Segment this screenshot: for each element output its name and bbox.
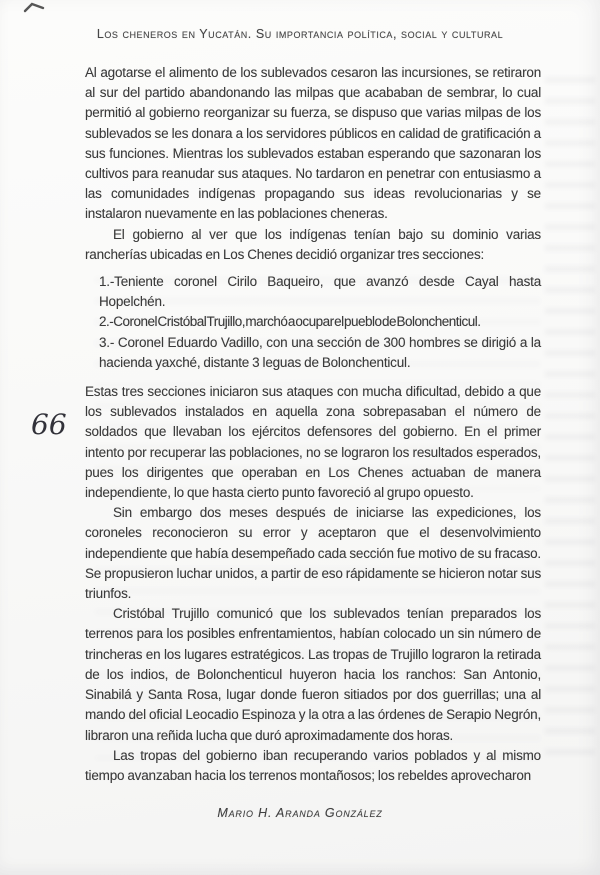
list-item-3: 3.- Coronel Eduardo Vadillo, con una sección de 300 hombres se dirigió a la hacienda yaxché, distante 3 leguas de Bolonchenticul. xyxy=(99,334,541,370)
body-text xyxy=(85,63,541,786)
paragraph-4: Sin embargo dos meses después de iniciarse las expediciones, los coroneles reconocieron su error y aceptaron que el desenvolvimiento independiente que había desempeñado cada sección fue motivo de su fracaso. Se propusieron luchar unidos, a partir de eso rápidamente se hicieron notar sus triunfos. xyxy=(85,505,541,602)
page-bleedthrough xyxy=(545,70,595,770)
paragraph-1: Al agotarse el alimento de los sublevados cesaron las incursiones, se retiraron al sur del partido abandonando las milpas que acababan de sembrar, lo cual permitió al gobierno reorganizar su fuerza, se dispuso que varias milpas de los sublevados se les donara a los servidores públicos en calidad de gratificación a sus funciones. Mientras los sublevados estaban esperando que sazonaran los cultivos para reanudar sus ataques. No tardaron en penetrar con entusiasmo a las comunidades indígenas propagando sus ideas revolucionarias y se instalaron nuevamente en las poblaciones cheneras. xyxy=(85,65,541,222)
scan-artifact-mark xyxy=(23,1,45,19)
page-number: 66 xyxy=(31,408,67,441)
numbered-list xyxy=(99,272,541,373)
list-item-1: 1.-Teniente coronel Cirilo Baqueiro, que avanzó desde Cayal hasta Hopelchén. xyxy=(99,274,541,310)
list-item-2: 2.-Coronel Cristóbal Trujillo, marchó a ocupar el pueblo de Bolonchenticul. xyxy=(99,314,481,330)
paragraph-2: El gobierno al ver que los indígenas tenían bajo su dominio varias rancherías ubicadas en Los Chenes decidió organizar tres secciones: xyxy=(85,226,541,262)
paragraph-3: Estas tres secciones iniciaron sus ataques con mucha dificultad, debido a que los sublevados instalados en aquella zona sobrepasaban el número de soldados que llevaban los ejércitos defensores del gobierno. En el primer intento por recuperar las poblaciones, no se lograron los resultados esperados, pues los dirigentes que operaban en Los Chenes actuaban de manera independiente, lo que hasta cierto punto favoreció al grupo opuesto. xyxy=(85,384,541,501)
paragraph-5: Cristóbal Trujillo comunicó que los sublevados tenían preparados los terrenos para los posibles enfrentamientos, habían colocado un sin número de trincheras en los lugares estratégicos. Las tropas de Trujillo lograron la retirada de los indios, de Bolonchenticul huyeron hacia los ranchos: San Antonio, Sinabilá y Santa Rosa, lugar donde fueron sitiados por dos guerrillas; una al mando del oficial Leocadio Espinoza y la otra a las órdenes de Serapio Negrón, libraron una reñida lucha que duró aproximadamente dos horas. xyxy=(85,606,541,743)
running-footer: Mario H. Aranda González xyxy=(217,806,383,820)
running-header: Los cheneros en Yucatán. Su importancia política, social y cultural xyxy=(96,27,504,41)
paragraph-6: Las tropas del gobierno iban recuperando varios poblados y al mismo tiempo avanzaban hacia los terrenos montañosos; los rebeldes aprovecharon xyxy=(85,747,541,783)
